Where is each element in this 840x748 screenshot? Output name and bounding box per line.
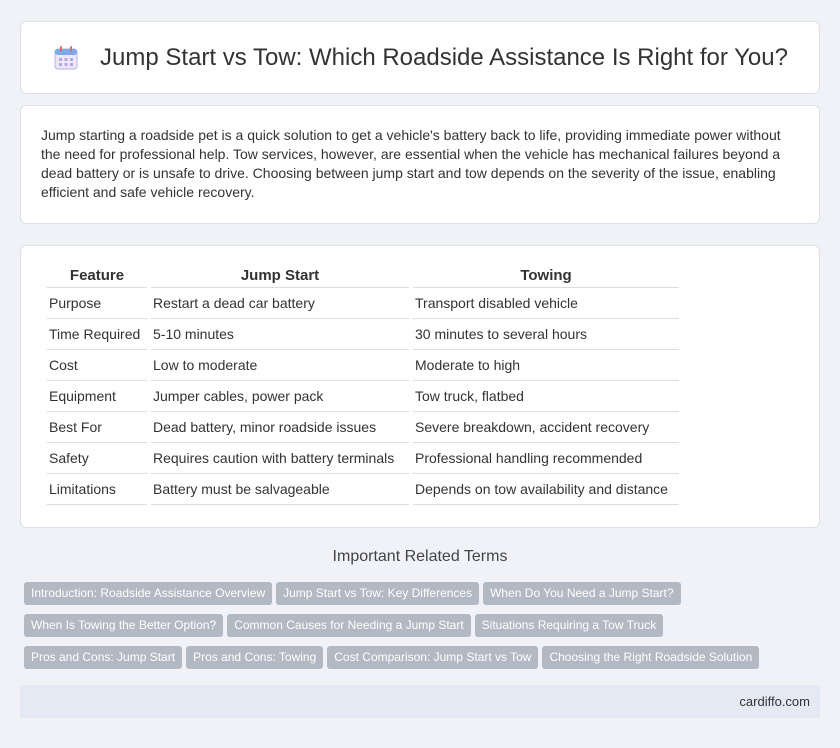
related-terms-title: Important Related Terms [332,548,508,565]
table-cell: Equipment [47,381,147,412]
table-cell: Transport disabled vehicle [413,288,679,319]
related-tag-link[interactable]: When Do You Need a Jump Start? [483,582,680,605]
related-tag-link[interactable]: Pros and Cons: Jump Start [24,646,182,669]
table-header-row [47,264,679,288]
table-row [47,474,679,505]
comparison-table [43,264,683,505]
table-row [47,288,679,319]
header-towing: Towing [413,264,679,288]
comparison-table-card [20,245,820,528]
table-cell: Dead battery, minor roadside issues [151,412,409,443]
intro-text: Jump starting a roadside pet is a quick solution to get a vehicle's battery back to life, providing immediate power without the need for professional help. Tow services, however, are essential when the vehicle has mechanical failures beyond a dead battery or is unsafe to drive. Choosing between jump start and tow depends on the severity of the issue, enabling efficient and safe vehicle recovery. [41,127,781,200]
table-cell: Cost [47,350,147,381]
table-cell: Low to moderate [151,350,409,381]
table-row [47,443,679,474]
table-row [47,319,679,350]
table-cell: Jumper cables, power pack [151,381,409,412]
header-card [20,21,820,94]
table-cell: Severe breakdown, accident recovery [413,412,679,443]
related-tag-link[interactable]: Choosing the Right Roadside Solution [542,646,759,669]
related-tag-link[interactable]: Common Causes for Needing a Jump Start [227,614,470,637]
footer [20,685,820,718]
intro-card [20,105,820,224]
table-row [47,350,679,381]
table-cell: Professional handling recommended [413,443,679,474]
related-tag-link[interactable]: Jump Start vs Tow: Key Differences [276,582,479,605]
header-jump-start: Jump Start [151,264,409,288]
table-row [47,381,679,412]
related-tag-link[interactable]: Situations Requiring a Tow Truck [475,614,664,637]
table-cell: Depends on tow availability and distance [413,474,679,505]
table-cell: Purpose [47,288,147,319]
table-cell: 30 minutes to several hours [413,319,679,350]
table-cell: Safety [47,443,147,474]
footer-brand[interactable]: cardiffo.com [739,694,810,709]
table-cell: Time Required [47,319,147,350]
calendar-icon [52,44,80,72]
table-cell: Best For [47,412,147,443]
page-title: Jump Start vs Tow: Which Roadside Assistance Is Right for You? [100,43,788,71]
table-cell: Moderate to high [413,350,679,381]
related-tag-link[interactable]: Cost Comparison: Jump Start vs Tow [327,646,538,669]
table-row [47,412,679,443]
related-tag-link[interactable]: When Is Towing the Better Option? [24,614,223,637]
table-cell: Battery must be salvageable [151,474,409,505]
table-cell: Requires caution with battery terminals [151,443,409,474]
table-cell: 5-10 minutes [151,319,409,350]
table-cell: Tow truck, flatbed [413,381,679,412]
table-cell: Limitations [47,474,147,505]
header-feature: Feature [47,264,147,288]
related-tag-link[interactable]: Introduction: Roadside Assistance Overview [24,582,272,605]
related-tag-link[interactable]: Pros and Cons: Towing [186,646,323,669]
table-cell: Restart a dead car battery [151,288,409,319]
related-tags [20,582,820,678]
